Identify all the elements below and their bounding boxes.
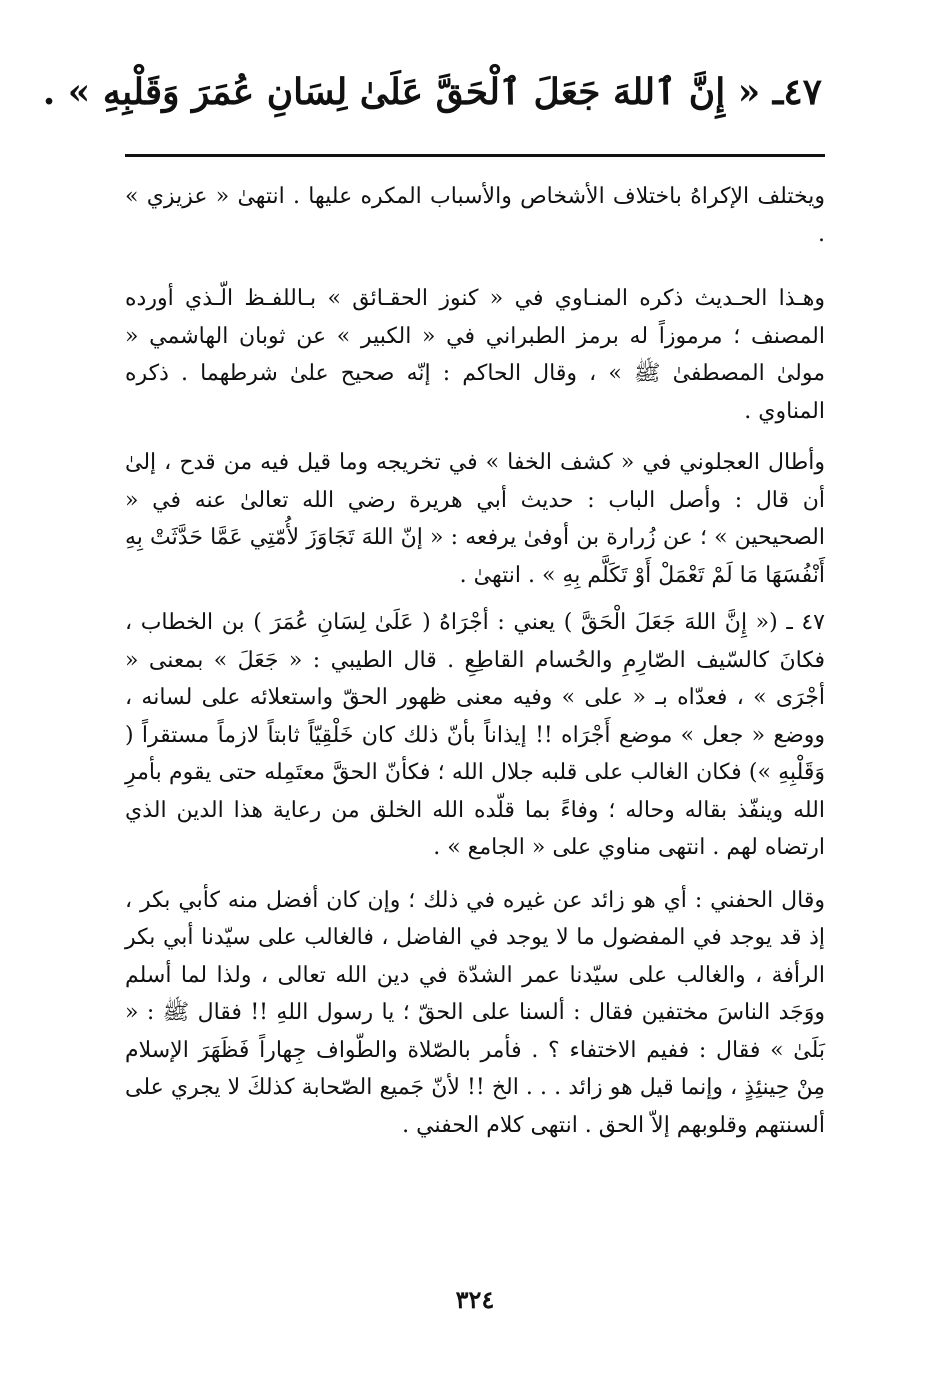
hadith-heading: ٤٧ـ « إِنَّ ٱللهَ جَعَلَ ٱلْحَقَّ عَلَىٰ لِسَانِ عُمَرَ وَقَلْبِهِ » . <box>42 71 822 113</box>
paragraph: ويختلف الإكراهُ باختلاف الأشخاص والأسباب المكره عليها . انتهىٰ « عزيزي » . <box>125 184 825 247</box>
paragraph: وهـذا الحـديث ذكره المنـاوي في « كنوز الحقـائق » بـاللفـظ الّـذي أورده المصنف ؛ مرموزاً له برمز الطبراني في « الكبير » عن ثوبان الهاشمي « مولىٰ المصطفىٰ ﷺ » ، وقال الحاكم : إنّه صحيح علىٰ شرطهما . ذكره المناوي . <box>125 286 825 424</box>
heading-divider <box>125 154 825 157</box>
paragraph: وقال الحفني : أي هو زائد عن غيره في ذلك ؛ وإن كان أفضل منه كأبي بكر ، إذ قد يوجد في المفضول ما لا يوجد في الفاضل ، فالغالب على سيّدنا أبي بكر الرأفة ، والغالب على سيّدنا عمر الشدّة في دين الله تعالى ، ولذا لما أسلم ووَجَد الناسَ مختفين فقال : ألسنا على الحقّ ؛ يا رسول اللهِ !! فقال ﷺ : « بَلَىٰ » فقال : ففيم الاختفاء ؟ . فأمر بالصّلاة والطّواف جِهاراً فَظَهَرَ الإسلام مِنْ حِينئِذٍ ، وإنما قيل هو زائد . . . الخ !! لأنّ جَميع الصّحابة كذلكَ لا يجري على ألسنتهم وقلوبهم إلاّ الحق . انتهى كلام الحفني . <box>125 887 825 1138</box>
paragraph: وأطال العجلوني في « كشف الخفا » في تخريجه وما قيل فيه من قدح ، إلىٰ أن قال : وأصل الباب : حديث أبي هريرة رضي الله تعالىٰ عنه في « الصحيحين » ؛ عن زُرارة بن أوفىٰ يرفعه : « إنّ اللهَ تَجَاوَزَ لأُمّتِي عَمَّا حَدَّثَتْ بِهِ أَنْفُسَهَا مَا لَمْ تَعْمَلْ أَوْ تَكَلَّم بِهِ » . انتهىٰ . <box>125 450 825 588</box>
commentary-body <box>125 178 825 1144</box>
page-number: ٣٢٤ <box>455 1285 495 1314</box>
paragraph: ٤٧ ـ (« إِنَّ اللهَ جَعَلَ الْحَقَّ ) يعني : أجْرَاهُ ( عَلَىٰ لِسَانِ عُمَرَ ) بن الخطاب ، فكانَ كالسّيف الصّارِمِ والحُسام القاطِعِ . قال الطيبي : « جَعَلَ » بمعنى « أجْرَى » ، فعدّاه بـ « على » وفيه معنى ظهور الحقّ واستعلائه على لسانه ، ووضع « جعل » موضع أَجْرَاه !! إيذاناً بأنّ ذلك كان خَلْقِيّاً ثابتاً لازماً مستقراً ( وَقَلْبِهِ ») فكان الغالب على قلبه جلال الله ؛ فكأنّ الحقَّ معتَمِله حتى يقوم بأمرِ الله وينفّذ بقاله وحاله ؛ وفاءً بما قلّده الله الخلق من رعاية هذا الدين الذي ارتضاه لهم . انتهى مناوي على « الجامع » . <box>125 610 825 860</box>
